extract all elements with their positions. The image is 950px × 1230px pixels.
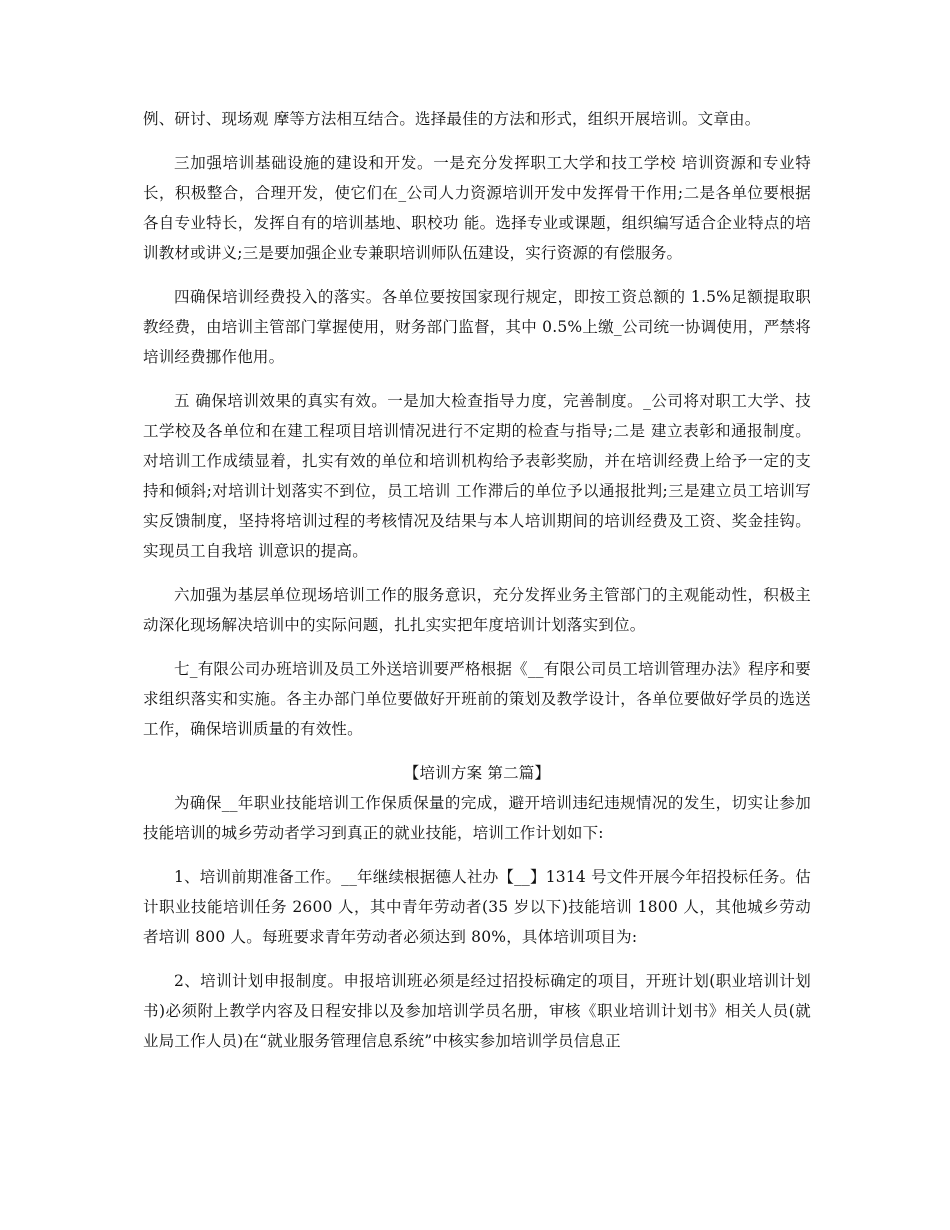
paragraph-plan-application: 2、培训计划申报制度。申报培训班必须是经过招投标确定的项目，开班计划(职业培训计划书)必须附上教学内容及日程安排以及参加培训学员名册，审核《职业培训计划书》相关人员(就业局工作人员)在“就业服务管理信息系统”中核实参加培训学员信息正 — [143, 972, 811, 1050]
paragraph-preparation: 1、培训前期准备工作。__年继续根据德人社办【__】1314 号文件开展今年招投标任务。估计职业技能培训任务 2600 人，其中青年劳动者(35 岁以下)技能培训 1800 人，其他城乡劳动者培训 800 人。每班要求青年劳动者必须达到 80%，具体培训项目为: — [143, 868, 811, 946]
paragraph-training-methods: 例、研讨、现场观 摩等方法相互结合。选择最佳的方法和形式，组织开展培训。文章由。 — [143, 110, 761, 128]
document-page — [143, 104, 811, 1056]
paragraph-infrastructure: 三加强培训基础设施的建设和开发。一是充分发挥职工大学和技工学校 培训资源和专业特长，积极整合，合理开发，使它们在_公司人力资源培训开发中发挥骨干作用;二是各单位要根据各自专业特长，发挥自有的培训基地、职校功 能。选择专业或课题，组织编写适合企业特点的培训教材或讲义;三是要加强企业专兼职培训师队伍建设，实行资源的有偿服务。 — [143, 154, 811, 262]
paragraph-funding: 四确保培训经费投入的落实。各单位要按国家现行规定，即按工资总额的 1.5%足额提取职教经费，由培训主管部门掌握使用，财务部门监督，其中 0.5%上缴_公司统一协调使用，严禁将培训经费挪作他用。 — [143, 288, 811, 366]
section-heading: 【培训方案 第二篇】 — [403, 764, 551, 782]
paragraph-intro: 为确保__年职业技能培训工作保质保量的完成，避开培训违纪违规情况的发生，切实让参加技能培训的城乡劳动者学习到真正的就业技能，培训工作计划如下: — [143, 794, 811, 842]
paragraph-effectiveness: 五 确保培训效果的真实有效。一是加大检查指导力度，完善制度。_公司将对职工大学、技工学校及各单位和在建工程项目培训情况进行不定期的检查与指导;二是 建立表彰和通报制度。对培训工作成绩显着，扎实有效的单位和培训机构给予表彰奖励，并在培训经费上给予一定的支持和倾斜;对培训计划落实不到位，员工培训 工作滞后的单位予以通报批判;三是建立员工培训写实反馈制度，坚持将培训过程的考核情况及结果与本人培训期间的培训经费及工资、奖金挂钩。实现员工自我培 训意识的提高。 — [143, 392, 811, 560]
paragraph-company-training: 七_有限公司办班培训及员工外送培训要严格根据《__有限公司员工培训管理办法》程序和要求组织落实和实施。各主办部门单位要做好开班前的策划及教学设计，各单位要做好学员的选送工作，确保培训质量的有效性。 — [143, 660, 811, 738]
paragraph-service-awareness: 六加强为基层单位现场培训工作的服务意识，充分发挥业务主管部门的主观能动性，积极主动深化现场解决培训中的实际问题，扎扎实实把年度培训计划落实到位。 — [143, 586, 811, 634]
